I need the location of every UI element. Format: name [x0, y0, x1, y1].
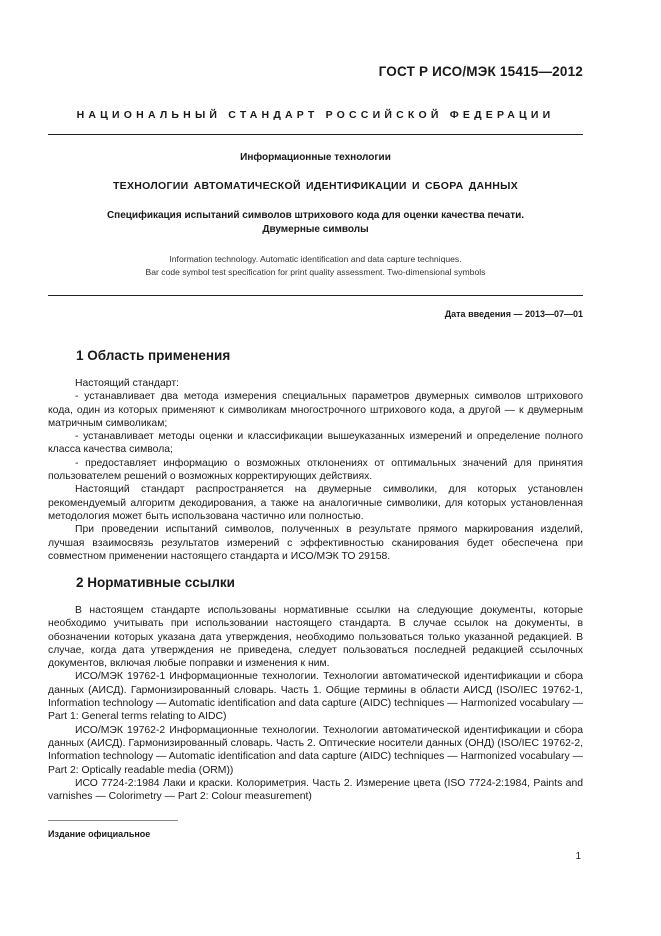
title-line-3	[48, 209, 583, 237]
page-number: 1	[575, 851, 581, 862]
paragraph: В настоящем стандарте использованы нормативные ссылки на следующие документы, которые необходимо учитывать при использовании настоящего стандарта. В случае ссылок на документы, в обозначении которых указана дата утверждения, необходимо пользоваться только указанной редакцией. В случае, когда дата утверждения не приведена, следует пользоваться последней редакцией ссылочных документов, включая любые поправки и изменения к ним.	[48, 605, 583, 670]
reference-item: ИСО 7724-2:1984 Лаки и краски. Колориметрия. Часть 2. Измерение цвета (ISO 7724-2:1984, Paints and varnishes — Colorimetry — Part 2: Colour measurement)	[48, 777, 583, 803]
title-line-3a: Спецификация испытаний символов штрихового кода для оценки качества печати.	[106, 210, 525, 221]
paragraph: - устанавливает два метода измерения специальных параметров двумерных символов штрихового кода, один из которых применяют к символикам многострочного штрихового кода, а другой — к двумерным матричным символикам;	[48, 391, 583, 429]
top-divider	[48, 134, 583, 135]
title-english-line-1: Information technology. Automatic identification and data capture techniques.	[169, 254, 462, 264]
paragraph: - устанавливает методы оценки и классификации вышеуказанных измерений и определение полного класса качества символа;	[48, 431, 583, 456]
reference-item: ИСО/МЭК 19762-2 Информационные технологии. Технологии автоматической идентификации и сбора данных (АИСД). Гармонизированный словарь. Часть 2. Оптические носители данных (ОНД) (ISO/IEC 19762-2, Information technology — Automatic identification and data capture (AIDC) techniques — Harmonized vocabulary — Part 2: Optically readable media (ORM))	[48, 724, 583, 776]
footer-divider	[48, 820, 178, 821]
title-bottom-divider	[48, 295, 583, 296]
title-line-2: ТЕХНОЛОГИИ АВТОМАТИЧЕСКОЙ ИДЕНТИФИКАЦИИ И СБОРА ДАННЫХ	[112, 180, 519, 192]
section-1-body	[48, 377, 583, 563]
document-code: ГОСТ Р ИСО/МЭК 15415—2012	[378, 64, 583, 79]
paragraph: Настоящий стандарт:	[75, 378, 179, 389]
reference-item: ИСО/МЭК 19762-1 Информационные технологии. Технологии автоматической идентификации и сбора данных (АИСД). Гармонизированный словарь. Часть 1. Общие термины в области АИСД (ISO/IEC 19762-1, Information technology — Automatic identification and data capture (AIDC) techniques — Harmonized vocabulary — Part 1: General terms relating to AIDC)	[48, 671, 583, 723]
paragraph: - предоставляет информацию о возможных отклонениях от оптимальных значений для принятия пользователем решений о возможных корректирующих действиях.	[48, 457, 583, 483]
title-line-1: Информационные технологии	[240, 152, 391, 163]
section-2-heading: 2 Нормативные ссылки	[76, 575, 235, 590]
paragraph: Настоящий стандарт распространяется на двумерные символики, для которых установлен рекомендуемый алгоритм декодирования, а также на аналогичные символики, для которых установленная методология может быть использована частично или полностью.	[48, 484, 583, 522]
title-english	[48, 253, 583, 279]
paragraph: При проведении испытаний символов, полученных в результате прямого маркирования изделий, лучшая взаимосвязь результатов измерений с эффективностью сканирования будет обеспечена при совместном применении настоящего стандарта и ИСО/МЭК ТО 29158.	[48, 524, 583, 562]
official-edition-note: Издание официальное	[48, 829, 151, 839]
title-line-3b: Двумерные символы	[262, 224, 369, 235]
introduction-date: Дата введения — 2013—07—01	[444, 309, 583, 319]
section-1-heading: 1 Область применения	[76, 348, 231, 363]
title-english-line-2: Bar code symbol test specification for print quality assessment. Two-dimensional symbols	[145, 267, 486, 277]
national-standard-banner: НАЦИОНАЛЬНЫЙ СТАНДАРТ РОССИЙСКОЙ ФЕДЕРАЦИИ	[76, 109, 555, 121]
section-2-body	[48, 604, 583, 803]
